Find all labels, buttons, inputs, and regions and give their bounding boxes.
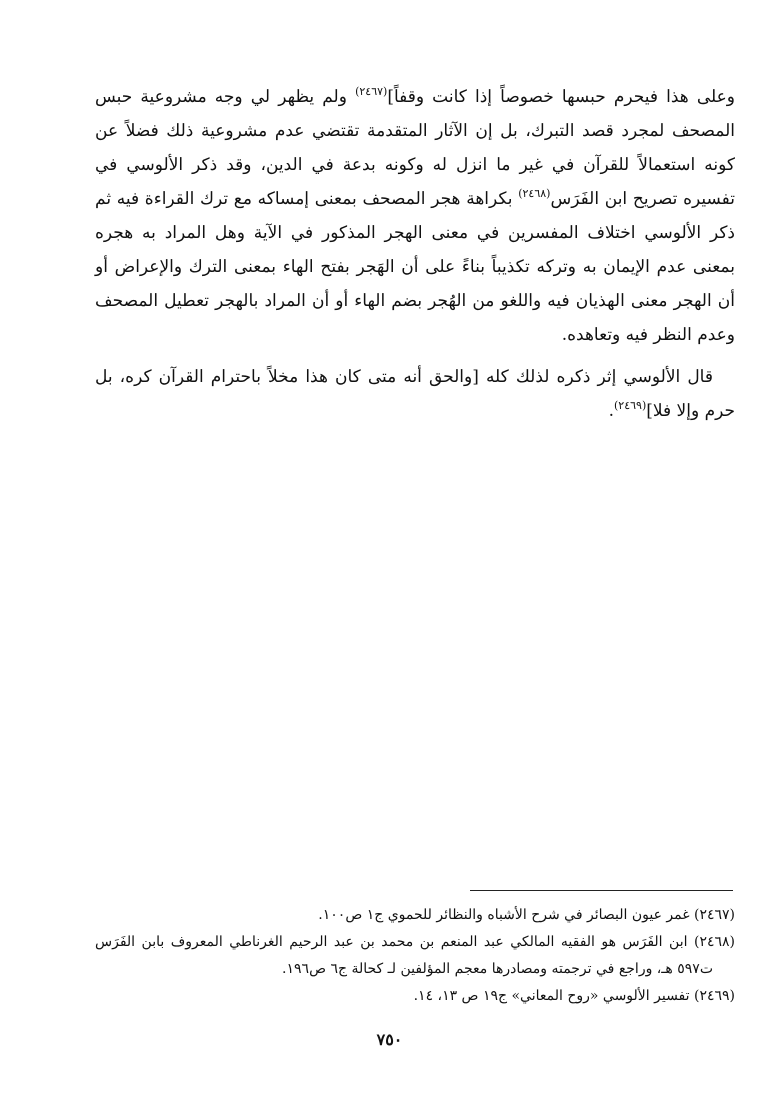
- paragraph-2-text-1: قال الألوسي إثر ذكره لذلك كله [والحق أنه متى كان هذا مخلاً باحترام القرآن كره، بل حرم وإلا فلا]: [95, 367, 735, 421]
- footnotes: [95, 902, 735, 1010]
- paragraph-1: [95, 80, 735, 352]
- paragraph-1-text-1: وعلى هذا فيحرم حبسها خصوصاً إذا كانت وقفاً]: [387, 87, 735, 107]
- main-text: [95, 80, 735, 428]
- paragraph-2-text-2: .: [608, 401, 614, 421]
- footnote-ref-2469: (٢٤٦٩): [614, 399, 647, 412]
- footnote-divider: [470, 890, 733, 891]
- footnote-2469: (٢٤٦٩) تفسير الألوسي «روح المعاني» ج١٩ ص ١٣، ١٤.: [413, 988, 735, 1004]
- footnote-2467: (٢٤٦٧) غمر عيون البصائر في شرح الأشباه والنظائر للحموي ج١ ص١٠٠.: [318, 907, 735, 923]
- paragraph-1-text-3: بكراهة هجر المصحف بمعنى إمساكه مع ترك القراءة فيه ثم ذكر الألوسي اختلاف المفسرين في معنى الهجر المذكور في الآية وهل المراد به هجره بمعنى عدم الإيمان به وتركه تكذيباً بناءً على أن الهَجر بفتح الهاء بمعنى الترك والإعراض أو أن الهجر معنى الهذيان فيه واللغو من الهُجر بضم الهاء أو أن المراد بالهجر تعطيل المصحف وعدم النظر فيه وتعاهده.: [95, 189, 735, 345]
- paragraph-1-text-2: ولم يظهر لي وجه مشروعية حبس المصحف لمجرد قصد التبرك، بل إن الآثار المتقدمة تقتضي عدم مشروعية ذلك فضلاً عن كونه استعمالاً للقرآن في غير ما انزل له وكونه بدعة في الدين، وقد ذكر الألوسي في تفسيره تصريح ابن الفَرَس: [95, 87, 736, 209]
- paragraph-2: [95, 360, 735, 428]
- footnote-ref-2468: (٢٤٦٨): [518, 187, 551, 200]
- footnote-ref-2467: (٢٤٦٧): [355, 85, 388, 98]
- page-number: ٧٥٠: [376, 1030, 403, 1049]
- footnote-2468: (٢٤٦٨) ابن الفَرَس هو الفقيه المالكي عبد المنعم بن محمد بن عبد الرحيم الغرناطي المعروف بابن الفَرَس ت٥٩٧ هـ، وراجع في ترجمته ومصادرها معجم المؤلفين لـ كحالة ج٦ ص١٩٦.: [95, 934, 735, 977]
